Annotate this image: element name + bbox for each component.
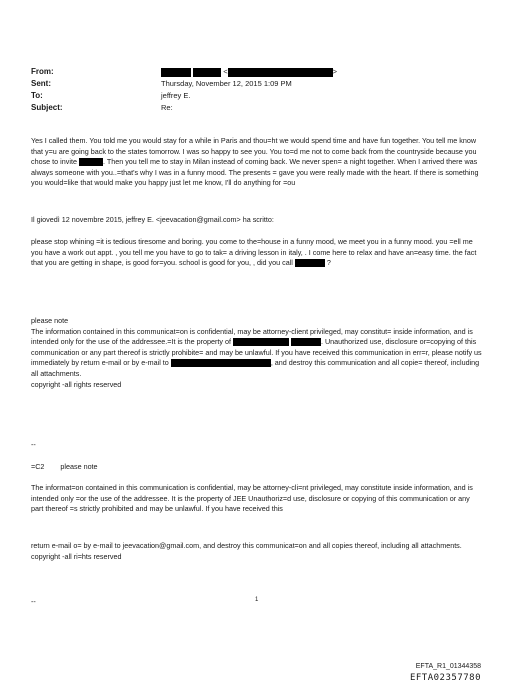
subject-value: Re: — [161, 103, 173, 112]
from-gt: > — [332, 67, 337, 76]
notice-1-text: The information contained in this communicat=on is confidential, may be attorney-client privileged, may constitut= inside information, and is intended only for the use of the addressee.=It is the property of . Unauthorized use, disclosure or=copying of this communication or any part thereof is strictly prohibite= and may be unlawful. If you have received this communication in err=r, please notify us immediately by return e-mail or by e-mail to , and destroy this communication and all copie= thereof, including all attachments. — [31, 326, 482, 378]
notice-1-text-a: The information contained in this communicat=on is confidential, may be attorney-client privileged, may constitut= inside information, and is intended only for the use of the addressee.=It is the property of — [31, 326, 473, 347]
message-body — [31, 136, 483, 189]
notice-2-header — [31, 462, 98, 471]
quoted-message — [31, 237, 483, 269]
from-lt: < — [223, 67, 228, 76]
c2-marker: =C2 — [31, 462, 45, 471]
notice-2-text-2: return e-mail o= by e-mail to jeevacation@gmail.com, and destroy this communicat=on and all copies thereof, including all attachments. copyright -all ri=hts reserved — [31, 541, 462, 561]
subject-row — [31, 102, 337, 114]
to-value: jeffrey E. — [161, 91, 191, 100]
email-header — [31, 66, 337, 114]
message-text-part1: Yes I called them. You told me you would stay for a while in Paris and thou=ht we would spend time and have fun together. You tell me know that y=u are going back to the states tomorrow. I was so happy to see you. You to=d me not to come back from the countryside because you chose to invite — [31, 136, 477, 167]
document-id: EFTA_R1_01344358 — [415, 663, 481, 670]
redaction-block — [233, 338, 289, 346]
sent-value: Thursday, November 12, 2015 1:09 PM — [161, 79, 292, 88]
from-row — [31, 66, 337, 78]
notice-2-text: The informat=on contained in this communication is confidential, may be attorney-cli=nt privileged, may constitute inside information, and is intended only =or the use of the addressee. It is the property of JEE Unauthoriz=d use, disclosure or copying of this communication or any part thereof =s strictly prohibited and may be unlawful. If you have received this — [31, 483, 473, 514]
separator-1: -- — [31, 440, 36, 449]
notice-1-text-c: , and destroy this communication and all copie= thereof, including all attachments. — [31, 358, 480, 378]
quote-intro: Il giovedì 12 novembre 2015, jeffrey E. <jeevacation@gmail.com> ha scritto: — [31, 215, 274, 224]
page-number: 1 — [255, 597, 259, 603]
to-label: To: — [31, 91, 43, 100]
redaction-block — [79, 158, 103, 166]
from-label: From: — [31, 67, 54, 76]
notice-1-text-b: Unauthorized use, disclosure or=copying of this communication or any part thereof is strictly prohibite= and may be unlawful. If you have received this communication in err=r, please notify us immediately by return e-mail or by e-mail to — [31, 337, 482, 368]
notice-1-copyright: copyright -all rights reserved — [31, 379, 122, 389]
redaction-block — [161, 68, 191, 77]
quoted-text-end: ? — [326, 258, 331, 268]
message-text-part2: . Then you tell me to stay in Milan instead of coming back. We never spen= a night together. When I arrived there was always someone with you..=that's why I was in a funny mood. The presents = gave you were really made with the heart. If there is something you would=like that would make you happy just let me know, I'll do anything for =ou — [31, 157, 479, 188]
separator-2: -- — [31, 597, 36, 606]
redaction-block — [291, 338, 321, 346]
quoted-paragraph — [31, 237, 483, 269]
from-value — [161, 66, 337, 78]
redaction-block — [295, 259, 325, 267]
sent-label: Sent: — [31, 79, 51, 88]
message-paragraph — [31, 136, 483, 189]
subject-label: Subject: — [31, 103, 63, 112]
bates-number: EFTA02357780 — [409, 673, 481, 683]
notice-2-label: please note — [60, 462, 98, 471]
to-row — [31, 90, 337, 102]
notice-1-label: please note — [31, 316, 69, 325]
quoted-text: please stop whining =it is tedious tiresome and boring. you come to the=house in a funny mood, we meet you in a funny mood. you =ell me you have a work out appt. , you tell me you have to go to tak= a driving lesson in italy, . I come here to relax and have an=easy time. the fact that you are getting in shape, is good for=you. school is good for you, , did you call — [31, 237, 477, 268]
notice-block-1 — [31, 316, 483, 390]
redaction-block — [193, 68, 221, 77]
redaction-block — [171, 359, 271, 367]
redaction-block — [228, 68, 333, 77]
sent-row — [31, 78, 337, 90]
